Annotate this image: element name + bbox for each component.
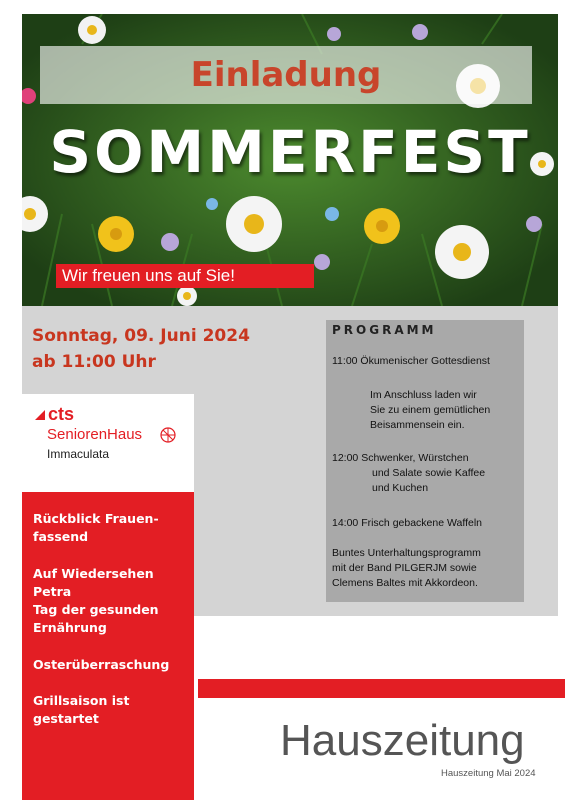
emblem-icon <box>158 426 178 444</box>
program-line: 11:00 Ökumenischer Gottesdienst <box>332 355 490 367</box>
toc-item: Tag der gesunden <box>33 602 159 617</box>
masthead-title: Hauszeitung <box>280 716 525 765</box>
cts-mark-icon <box>35 410 45 420</box>
toc-item: Auf Wiedersehen Petra <box>33 566 154 599</box>
program-line: und Salate sowie Kaffee <box>372 467 486 479</box>
logo-location: Immaculata <box>47 447 110 461</box>
program-line: 14:00 Frisch gebackene Waffeln <box>332 517 483 529</box>
program-line: Im Anschluss laden wir <box>370 389 477 401</box>
tagline: Wir freuen uns auf Sie! <box>56 264 314 288</box>
event-date: Sonntag, 09. Juni 2024 <box>32 326 250 346</box>
invitation-banner: Einladung <box>190 55 382 95</box>
program-heading: PROGRAMM <box>332 323 437 337</box>
toc-item: Rückblick Frauen- <box>33 511 159 526</box>
program-line: Clemens Baltes mit Akkordeon. <box>332 577 478 589</box>
logo-brand: cts <box>48 404 75 424</box>
program-line: Beisammensein ein. <box>370 419 465 431</box>
program-line: Buntes Unterhaltungsprogramm <box>332 547 481 559</box>
issue-label: Hauszeitung Mai 2024 <box>441 768 536 779</box>
program-line: mit der Band PILGERJM sowie <box>332 562 477 574</box>
event-time: ab 11:00 Uhr <box>32 352 156 372</box>
cover-photo <box>22 14 558 306</box>
toc-item: Osterüberraschung <box>33 657 170 672</box>
toc-item: Ernährung <box>33 620 107 635</box>
program-line: 12:00 Schwenker, Würstchen <box>332 452 469 464</box>
event-title: SOMMERFEST <box>49 118 531 186</box>
program-line: und Kuchen <box>372 482 429 494</box>
logo-name: SeniorenHaus <box>47 426 143 443</box>
accent-bar <box>198 679 565 698</box>
program-line: Sie zu einem gemütlichen <box>370 404 491 416</box>
toc-item: Grillsaison ist gestartet <box>33 693 130 726</box>
toc-item: fassend <box>33 529 89 544</box>
